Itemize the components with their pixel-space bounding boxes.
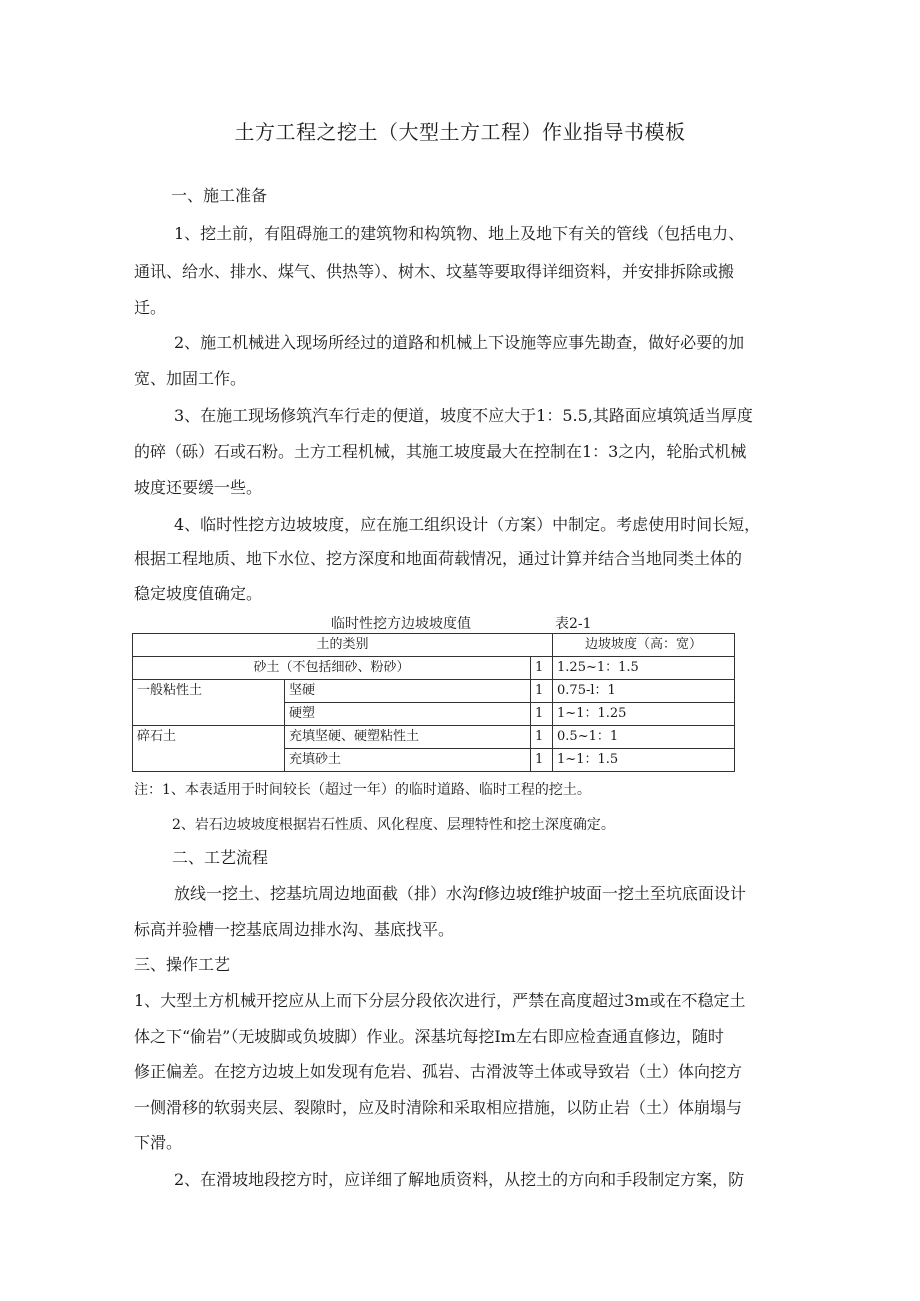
section1-p1-line1: 1、挖土前，有阻碍施工的建筑物和构筑物、地上及地下有关的管线（包括电力、: [174, 224, 745, 243]
section1-p3-line2: 的碎（砾）石或石粉。土方工程机械，其施工坡度最大在控制在1：3之内，轮胎式机械: [134, 442, 747, 461]
section1-p4-line1: 4、临时性挖方边坡坡度，应在施工组织设计（方案）中制定。考虑使用时间长短，: [174, 515, 761, 534]
table-note-2: 2、岩石边坡坡度根据岩石性质、风化程度、层理特性和挖土深度确定。: [172, 817, 615, 833]
cell-slope: 0.5~1：1: [553, 726, 735, 749]
cell-subtype: 充填坚硬、硬塑粘性土: [285, 726, 531, 749]
cell-slope: 0.75-l：1: [553, 680, 735, 703]
cell-group: 碎石土: [133, 726, 285, 772]
section1-p4-line2: 根据工程地质、地下水位、挖方深度和地面荷载情况，通过计算并结合当地同类土体的: [134, 549, 743, 568]
cell-ratio-n: 1: [531, 657, 553, 680]
cell-subtype: 坚硬: [285, 680, 531, 703]
section1-p1-line2: 通讯、给水、排水、煤气、供热等）、树木、坟墓等要取得详细资料，并安排拆除或搬: [134, 262, 735, 281]
cell-subtype: 硬塑: [285, 703, 531, 726]
cell-subtype: 充填砂土: [285, 749, 531, 772]
section1-heading: 一、施工准备: [171, 186, 268, 205]
cell-ratio-n: 1: [531, 680, 553, 703]
section3-p1-line1: 1、大型土方机械开挖应从上而下分层分段依次进行，严禁在高度超过3m或在不稳定土: [134, 991, 746, 1010]
section3-p1-line2: 体之下“偷岩”（无坡脚或负坡脚）作业。深基坑每挖Im左右即应检查通直修边，随时: [134, 1027, 724, 1046]
section1-p3-line1: 3、在施工现场修筑汽车行走的便道，坡度不应大于1：5.5,其路面应填筑适当厚度: [174, 406, 753, 425]
table-caption: 临时性挖方边坡坡度值: [331, 616, 471, 632]
cell-ratio-n: 1: [531, 749, 553, 772]
section1-p2-line1: 2、施工机械进入现场所经过的道路和机械上下设施等应事先勘查，做好必要的加: [174, 333, 745, 352]
section2-line1: 放线一挖土、挖基坑周边地面截（排）水沟f修边坡f维护坡面一挖土至坑底面设计: [174, 884, 746, 903]
header-slope: 边坡坡度（高：宽）: [553, 634, 735, 657]
cell-ratio-n: 1: [531, 703, 553, 726]
table-note-1: 注：1、本表适用于时间较长（超过一年）的临时道路、临时工程的挖土。: [134, 782, 591, 798]
cell-slope: 1~1：1.5: [553, 749, 735, 772]
table-number: 表2-1: [555, 616, 592, 632]
page-title: 土方工程之挖土（大型土方工程）作业指导书模板: [234, 120, 686, 144]
cell-group: 一般粘性土: [133, 680, 285, 726]
table-row: [133, 680, 735, 703]
cell-soil: 砂土（不包括细砂、粉砂）: [133, 657, 531, 680]
section1-p1-line3: 迁。: [134, 298, 167, 317]
header-soil-type: 土的类别: [133, 634, 553, 657]
section1-p2-line2: 宽、加固工作。: [134, 369, 247, 388]
section1-p3-line3: 坡度还要缓一些。: [134, 478, 263, 497]
table-header-row: [133, 634, 735, 657]
slope-table: [132, 633, 735, 772]
cell-slope: 1.25~1：1.5: [553, 657, 735, 680]
section3-p2-line1: 2、在滑坡地段挖方时，应详细了解地质资料，从挖土的方向和手段制定方案，防: [174, 1170, 745, 1189]
section2-line2: 标高并验槽一挖基底周边排水沟、基底找平。: [134, 920, 455, 939]
section3-p1-line5: 下滑。: [134, 1133, 183, 1152]
section3-p1-line3: 修正偏差。在挖方边坡上如发现有危岩、孤岩、古滑波等土体或导致岩（土）体向挖方: [134, 1062, 743, 1081]
table-row: [133, 657, 735, 680]
cell-slope: 1~1：1.25: [553, 703, 735, 726]
section3-heading: 三、操作工艺: [134, 955, 231, 974]
cell-ratio-n: 1: [531, 726, 553, 749]
section2-heading: 二、工艺流程: [172, 848, 269, 867]
table-row: [133, 726, 735, 749]
section1-p4-line3: 稳定坡度值确定。: [134, 584, 263, 603]
section3-p1-line4: 一侧滑移的软弱夹层、裂隙时，应及时清除和采取相应措施，以防止岩（土）体崩塌与: [134, 1098, 743, 1117]
